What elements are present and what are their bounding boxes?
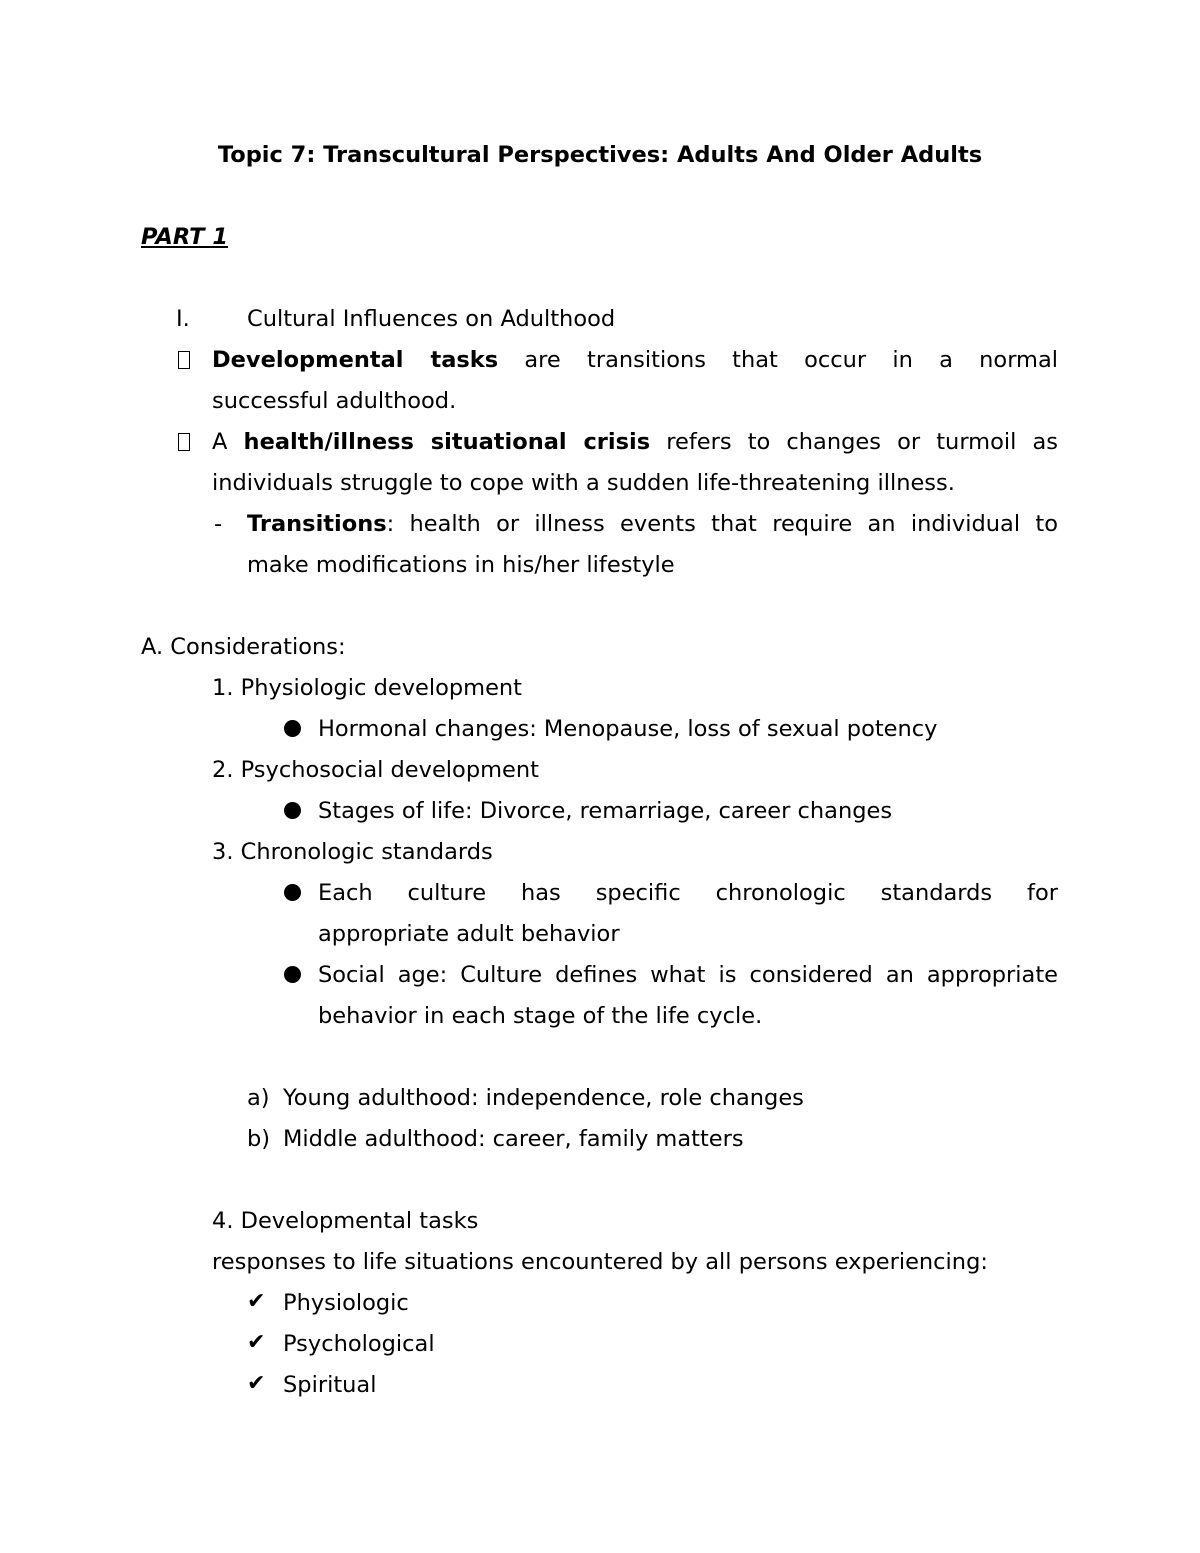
bullet-developmental-tasks-line2: successful adulthood. — [212, 388, 457, 414]
bold-term-transitions: Transitions — [247, 511, 387, 537]
section-numeral: I. — [176, 306, 190, 332]
bullet-box-icon — [178, 351, 190, 369]
item-psychosocial-development: 2. Psychosocial development — [212, 757, 539, 783]
section-heading: Cultural Influences on Adulthood — [247, 306, 616, 332]
bullet-situational-crisis-line2: individuals struggle to cope with a sudden life-threatening illness. — [212, 470, 955, 496]
bullet-dot-icon — [284, 966, 301, 983]
bullet-dot-icon — [284, 884, 301, 901]
sub-item-middle-adulthood: Middle adulthood: career, family matters — [283, 1126, 744, 1152]
bullet-text: are transitions that occur in a normal — [524, 347, 1059, 373]
item-social-age-line1: Social age: Culture defines what is considered an appropriate — [318, 962, 1058, 988]
item-hormonal-changes: Hormonal changes: Menopause, loss of sexual potency — [318, 716, 938, 742]
item-physiologic-development: 1. Physiologic development — [212, 675, 523, 701]
sub-item-young-adulthood: Young adulthood: independence, role changes — [283, 1085, 804, 1111]
checkmark-icon: ✔ — [247, 1330, 266, 1355]
bullet-text: refers to changes or turmoil as — [666, 429, 1058, 455]
part-heading: PART 1 — [141, 224, 228, 250]
check-item-psychological: Psychological — [283, 1331, 435, 1357]
bullet-box-icon — [178, 433, 190, 451]
checkmark-icon: ✔ — [247, 1371, 266, 1396]
transitions-text: : health or illness events that require an individual to — [386, 511, 1058, 537]
bullet-prefix: A — [212, 429, 228, 455]
checkmark-icon: ✔ — [247, 1289, 266, 1314]
bold-term-situational-crisis: health/illness situational crisis — [243, 429, 651, 455]
bold-term-developmental-tasks: Developmental tasks — [212, 347, 499, 373]
dash-marker: - — [214, 511, 223, 537]
item-chronologic-standards: 3. Chronologic standards — [212, 839, 493, 865]
page-title: Topic 7: Transcultural Perspectives: Adults And Older Adults — [217, 142, 983, 168]
check-item-physiologic: Physiologic — [283, 1290, 409, 1316]
bullet-dot-icon — [284, 802, 301, 819]
considerations-heading: A. Considerations: — [141, 634, 346, 660]
item-each-culture-line1: Each culture has specific chronologic standards for — [318, 880, 1058, 906]
item-each-culture-line2: appropriate adult behavior — [318, 921, 620, 947]
sub-item-marker-a: a) — [247, 1085, 270, 1111]
check-item-spiritual: Spiritual — [283, 1372, 377, 1398]
transitions-line1 — [247, 509, 1058, 539]
bullet-situational-crisis-line1 — [212, 427, 1058, 457]
item-developmental-tasks-intro: responses to life situations encountered by all persons experiencing: — [212, 1249, 988, 1275]
transitions-line2: make modifications in his/her lifestyle — [247, 552, 675, 578]
item-developmental-tasks: 4. Developmental tasks — [212, 1208, 479, 1234]
sub-item-marker-b: b) — [247, 1126, 271, 1152]
bullet-dot-icon — [284, 720, 301, 737]
item-stages-of-life: Stages of life: Divorce, remarriage, career changes — [318, 798, 893, 824]
item-social-age-line2: behavior in each stage of the life cycle. — [318, 1003, 763, 1029]
bullet-developmental-tasks-line1 — [212, 345, 1058, 375]
